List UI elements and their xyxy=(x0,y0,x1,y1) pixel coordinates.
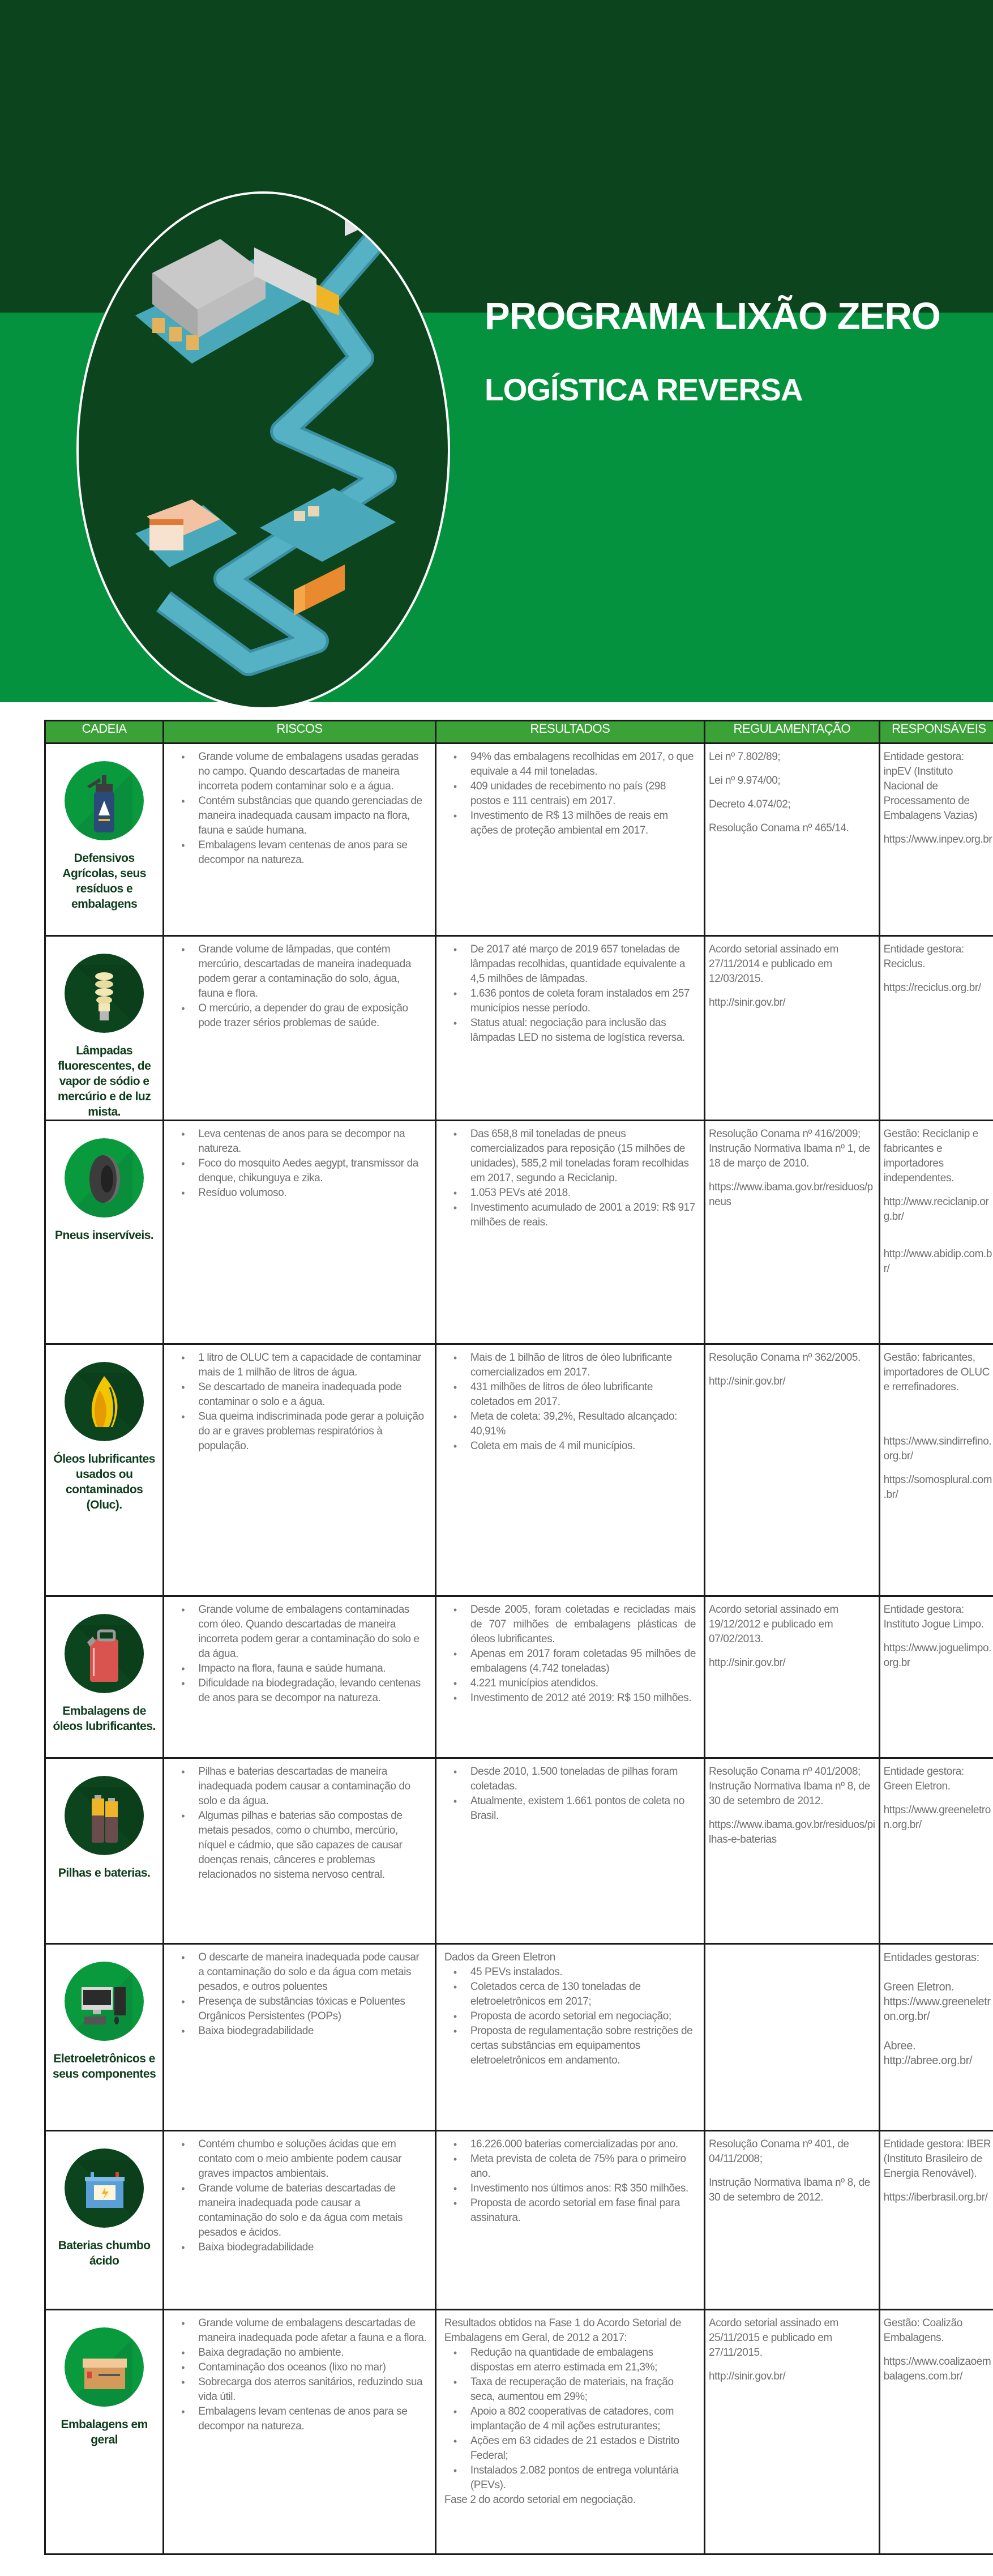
risco-item: • Baixa degradação no ambiente. xyxy=(198,2346,427,2360)
resultados-list xyxy=(449,1351,696,1454)
table-row xyxy=(45,2310,993,2554)
risco-item: • Dificuldade na biodegradação, levando centenas de anos para se decompor na natureza. xyxy=(198,1676,427,1706)
resultados-cell xyxy=(435,1758,704,1944)
regulamentacao-text: Resolução Conama nº 362/2005. xyxy=(709,1352,861,1364)
regulamentacao-cell xyxy=(705,1344,880,1596)
cadeia-cell xyxy=(45,744,164,936)
responsaveis-cell xyxy=(879,1121,993,1344)
risco-item: • 1 litro de OLUC tem a capacidade de contaminar mais de 1 milhão de litros de água. xyxy=(198,1351,427,1380)
resultado-item: • Apoio a 802 cooperativas de catadores, com implantação de 4 mil ações estruturantes; xyxy=(470,2404,696,2434)
responsavel-link[interactable]: Abree. http://abree.org.br/ xyxy=(883,2040,973,2067)
risco-item: • Grande volume de lâmpadas, que contém mercúrio, descartadas de maneira inadequada podem gerar a contaminação do solo, água, fauna e flora. xyxy=(198,942,427,1001)
resultados-list xyxy=(449,1765,696,1823)
resultados-list xyxy=(449,942,696,1045)
responsavel-text: Entidade gestora: Instituto Jogue Limpo. xyxy=(883,1604,984,1630)
regulamentacao-text: Resolução Conama nº 401/2008; Instrução Normativa Ibama nº 8, de 30 de setembro de 2012. xyxy=(709,1766,870,1807)
risco-item: • Contém substâncias que quando gerenciadas de maneira inadequada causam impacto na flora, fauna e saúde humana. xyxy=(198,794,427,838)
table-row xyxy=(45,936,993,1121)
responsavel-text: Entidade gestora: Reciclus. xyxy=(883,943,964,970)
riscos-cell xyxy=(164,1344,436,1596)
resultado-item: • 16.226.000 baterias comercializadas por ano. xyxy=(470,2137,696,2152)
resultado-item: • Investimento nos últimos anos: R$ 350 milhões. xyxy=(470,2181,696,2196)
table-row xyxy=(45,1596,993,1758)
cadeia-name: Óleos lubrificantes usados ou contaminados (Oluc). xyxy=(53,1453,155,1511)
riscos-cell xyxy=(164,2131,436,2310)
regulamentacao-text: Lei nº 9.974/00; xyxy=(709,775,781,787)
resultados-list xyxy=(449,1127,696,1230)
resultado-item: • Atualmente, existem 1.661 pontos de coleta no Brasil. xyxy=(470,1794,696,1823)
resultados-cell xyxy=(435,936,704,1121)
risco-item: • Resíduo volumoso. xyxy=(198,1186,427,1201)
risco-item: • Embalagens levam centenas de anos para se decompor na natureza. xyxy=(198,838,427,868)
resultado-item: • Ações em 63 cidades de 21 estados e Distrito Federal; xyxy=(470,2434,696,2463)
risco-item: • Contaminação dos oceanos (lixo no mar) xyxy=(198,2360,427,2375)
responsavel-text: Entidade gestora: Green Eletron. xyxy=(883,1766,964,1792)
resultado-item: • 4.221 municípios atendidos. xyxy=(470,1676,696,1691)
table-row xyxy=(45,1121,993,1344)
regulamentacao-cell xyxy=(705,1944,880,2131)
cadeia-cell xyxy=(45,1121,164,1344)
car-battery-icon xyxy=(65,2148,144,2228)
regulamentacao-link[interactable]: http://sinir.gov.br/ xyxy=(709,1375,786,1387)
regulamentacao-link[interactable]: https://www.ibama.gov.br/residuos/pneus xyxy=(709,1181,873,1208)
riscos-list xyxy=(177,750,427,868)
resultado-item: • Proposta de regulamentação sobre restrições de certas substâncias em equipamentos eletroeletrônicos em andamento. xyxy=(470,2024,696,2068)
resultados-cell xyxy=(435,1944,704,2131)
resultado-item: • Desde 2005, foram coletadas e recicladas mais de 707 milhões de embalagens plásticas de óleos lubrificantes. xyxy=(470,1603,696,1647)
riscos-cell xyxy=(164,1596,436,1758)
risco-item: • Grande volume de embalagens contaminadas com óleo. Quando descartadas de maneira incorreta podem gerar a contaminação do solo e da água. xyxy=(198,1603,427,1661)
resultado-item: • 94% das embalagens recolhidas em 2017, o que equivale a 44 mil toneladas. xyxy=(470,750,696,779)
cadeia-cell xyxy=(45,1944,164,2131)
flame-icon xyxy=(65,1362,144,1441)
regulamentacao-cell xyxy=(705,2131,880,2310)
responsaveis-cell xyxy=(879,744,993,936)
resultado-item: • Desde 2010, 1.500 toneladas de pilhas foram coletadas. xyxy=(470,1765,696,1794)
resultado-item: • 431 milhões de litros de óleo lubrificante coletados em 2017. xyxy=(470,1380,696,1409)
risco-item: • Leva centenas de anos para se decompor na natureza. xyxy=(198,1127,427,1156)
riscos-list xyxy=(177,1603,427,1706)
risco-item: • Impacto na flora, fauna e saúde humana. xyxy=(198,1661,427,1676)
table-row xyxy=(45,1758,993,1944)
resultado-item: • Apenas em 2017 foram coletadas 95 milhões de embalagens (4.742 toneladas) xyxy=(470,1647,696,1676)
riscos-list xyxy=(177,1351,427,1454)
resultado-item: • Investimento acumulado de 2001 a 2019: R$ 917 milhões de reais. xyxy=(470,1201,696,1230)
page-title: PROGRAMA LIXÃO ZERO xyxy=(485,295,940,338)
riscos-list xyxy=(177,2316,427,2434)
table-row xyxy=(45,744,993,936)
risco-item: • Grande volume de baterias descartadas de maneira inadequada pode causar a contaminação do solo e da água com metais pesados e ácidos. xyxy=(198,2181,427,2240)
regulamentacao-cell xyxy=(705,1121,880,1344)
regulamentacao-text: Instrução Normativa Ibama nº 8, de 30 de setembro de 2012. xyxy=(709,2177,870,2203)
resultado-item: • Taxa de recuperação de materiais, na fração seca, aumentou em 29%; xyxy=(470,2375,696,2404)
regulamentacao-link[interactable]: http://sinir.gov.br/ xyxy=(709,2370,786,2382)
resultados-cell xyxy=(435,1121,704,1344)
resultados-cell xyxy=(435,1344,704,1596)
responsavel-text: Gestão: Reciclanip e fabricantes e importadores independentes. xyxy=(883,1128,978,1184)
risco-item: • Se descartado de maneira inadequada pode contaminar o solo e a água. xyxy=(198,1380,427,1409)
responsaveis-cell xyxy=(879,2131,993,2310)
cadeia-cell xyxy=(45,1344,164,1596)
riscos-list xyxy=(177,1765,427,1882)
responsaveis-cell xyxy=(879,1944,993,2131)
regulamentacao-cell xyxy=(705,936,880,1121)
resultado-item: • Mais de 1 bilhão de litros de óleo lubrificante comercializados em 2017. xyxy=(470,1351,696,1380)
batteries-icon xyxy=(65,1776,144,1855)
responsaveis-cell xyxy=(879,1758,993,1944)
resultado-item: • Status atual: negociação para inclusão das lâmpadas LED no sistema de logística reversa. xyxy=(470,1016,696,1045)
resultado-item: • Proposta de acordo setorial em fase final para assinatura. xyxy=(470,2196,696,2225)
cadeia-cell xyxy=(45,2131,164,2310)
regulamentacao-link[interactable]: https://www.ibama.gov.br/residuos/pilhas-e-baterias xyxy=(709,1819,875,1846)
column-header-responsaveis: RESPONSÁVEIS xyxy=(879,721,993,744)
responsavel-text: Entidade gestora: inpEV (Instituto Nacional de Processamento de Embalagens Vazias) xyxy=(883,751,978,822)
cadeia-cell xyxy=(45,936,164,1121)
riscos-list xyxy=(177,1127,427,1201)
riscos-cell xyxy=(164,936,436,1121)
resultado-item: • Investimento de R$ 13 milhões de reais em ações de proteção ambiental em 2017. xyxy=(470,809,696,838)
table-row xyxy=(45,2131,993,2310)
responsavel-link[interactable]: http://www.reciclanip.org.br/ xyxy=(883,1196,989,1223)
column-header-cadeia: CADEIA xyxy=(45,721,164,744)
risco-item: • O descarte de maneira inadequada pode causar a contaminação do solo e da água com metais pesados, e outros poluentes xyxy=(198,1950,427,1994)
regulamentacao-text: Resolução Conama nº 416/2009; Instrução Normativa Ibama nº 1, de 18 de março de 2010. xyxy=(709,1128,870,1169)
risco-item: • Presença de substâncias tóxicas e Poluentes Orgânicos Persistentes (POPs) xyxy=(198,1994,427,2024)
resultado-item: • 45 PEVs instalados. xyxy=(470,1965,696,1980)
regulamentacao-cell xyxy=(705,1758,880,1944)
risco-item: • Grande volume de embalagens usadas geradas no campo. Quando descartadas de maneira incorreta podem contaminar solo e a água. xyxy=(198,750,427,794)
responsavel-link[interactable]: https://www.coalizaoembalagens.com.br/ xyxy=(883,2356,991,2382)
resultados-list xyxy=(449,750,696,838)
responsaveis-cell xyxy=(879,936,993,1121)
resultados-list xyxy=(449,2137,696,2225)
risco-item: • Baixa biodegradabilidade xyxy=(198,2240,427,2255)
riscos-list xyxy=(177,2137,427,2255)
resultado-item: • Investimento de 2012 até 2019: R$ 150 milhões. xyxy=(470,1691,696,1706)
regulamentacao-text: Acordo setorial assinado em 25/11/2015 e publicado em 27/11/2015. xyxy=(709,2317,838,2359)
cadeia-name: Defensivos Agrícolas, seus resíduos e embalagens xyxy=(62,852,147,911)
logistics-illustration xyxy=(76,191,450,710)
responsaveis-cell xyxy=(879,1344,993,1596)
regulamentacao-cell xyxy=(705,744,880,936)
resultado-item: • De 2017 até março de 2019 657 toneladas de lâmpadas recolhidas, quantidade equivalente a 4,5 milhões de lâmpadas. xyxy=(470,942,696,986)
risco-item: • Algumas pilhas e baterias são compostas de metais pesados, como o chumbo, mercúrio, níquel e cádmio, que são capazes de causar doenças renais, cânceres e problemas relacionados no sistema nervoso central. xyxy=(198,1809,427,1882)
resultado-item: • Redução na quantidade de embalagens dispostas em aterro estimada em 21,3%; xyxy=(470,2346,696,2375)
table-row xyxy=(45,1944,993,2131)
page-subtitle: LOGÍSTICA REVERSA xyxy=(485,372,803,407)
resultado-item: • Meta prevista de coleta de 75% para o primeiro ano. xyxy=(470,2152,696,2181)
responsavel-text: Entidades gestoras: xyxy=(883,1951,979,1964)
column-header-riscos: RISCOS xyxy=(164,721,436,744)
risco-item: • Pilhas e baterias descartadas de maneira inadequada podem causar a contaminação do solo e da água. xyxy=(198,1765,427,1809)
cadeia-cell xyxy=(45,2310,164,2554)
cadeia-name: Eletroeletrônicos e seus componentes xyxy=(53,2052,156,2081)
riscos-cell xyxy=(164,1758,436,1944)
risco-item: • Sua queima indiscriminada pode gerar a poluição do ar e graves problemas respiratórios à população. xyxy=(198,1409,427,1454)
reverse-logistics-illustration-icon xyxy=(79,194,450,710)
responsavel-text: Gestão: fabricantes, importadores de OLUC e rerrefinadores. xyxy=(883,1352,990,1393)
resultado-item: • 1.636 pontos de coleta foram instalados em 257 municípios nesse período. xyxy=(470,986,696,1016)
risco-item: • Contém chumbo e soluções ácidas que em contato com o meio ambiente podem causar graves impactos ambientais. xyxy=(198,2137,427,2181)
cadeia-name: Embalagens em geral xyxy=(61,2418,148,2446)
cadeia-name: Lâmpadas fluorescentes, de vapor de sódio e mercúrio e de luz mista. xyxy=(58,1044,151,1118)
resultado-item: • Coleta em mais de 4 mil municípios. xyxy=(470,1439,696,1454)
responsavel-link[interactable]: http://www.abidip.com.br/ xyxy=(883,1248,992,1275)
riscos-cell xyxy=(164,1121,436,1344)
riscos-list xyxy=(177,942,427,1031)
jerry-can-icon xyxy=(65,1614,144,1693)
responsavel-link[interactable]: https://iberbrasil.org.br/ xyxy=(883,2191,988,2203)
responsavel-link[interactable]: https://www.joguelimpo.org.br xyxy=(883,1642,992,1669)
resultado-item: • 1.053 PEVs até 2018. xyxy=(470,1186,696,1201)
responsavel-link[interactable]: https://www.inpev.org.br xyxy=(883,834,992,845)
riscos-cell xyxy=(164,2310,436,2554)
resultados-cell xyxy=(435,2310,704,2554)
regulamentacao-link[interactable]: http://sinir.gov.br/ xyxy=(709,1657,786,1669)
hero-banner xyxy=(0,0,993,702)
regulamentacao-link[interactable]: http://sinir.gov.br/ xyxy=(709,997,786,1009)
responsavel-link[interactable]: https://reciclus.org.br/ xyxy=(883,982,981,994)
responsavel-text: Gestão: Coalizão Embalagens. xyxy=(883,2317,962,2344)
risco-item: • Grande volume de embalagens descartadas de maneira inadequada pode afetar a fauna e a flora. xyxy=(198,2316,427,2346)
cadeia-cell xyxy=(45,1596,164,1758)
responsavel-text: Entidade gestora: IBER (Instituto Brasileiro de Energia Renovável). xyxy=(883,2138,991,2180)
riscos-list xyxy=(177,1950,427,2039)
responsavel-link[interactable]: https://www.greeneletron.org.br/ xyxy=(883,1804,991,1831)
resultados-list xyxy=(449,1603,696,1706)
logistica-reversa-table xyxy=(44,720,993,2555)
responsaveis-cell xyxy=(879,2310,993,2554)
regulamentacao-text: Resolução Conama nº 465/14. xyxy=(709,822,849,834)
cadeia-name: Baterias chumbo ácido xyxy=(58,2239,151,2267)
resultados-list xyxy=(449,1965,696,2068)
cadeia-name: Embalagens de óleos lubrificantes. xyxy=(53,1704,156,1733)
cadeia-name: Pilhas e baterias. xyxy=(58,1866,151,1879)
resultados-intro: Resultados obtidos na Fase 1 do Acordo Setorial de Embalagens em Geral, de 2012 a 2017: xyxy=(444,2317,682,2344)
resultado-item: • Coletados cerca de 130 toneladas de eletroeletrônicos em 2017; xyxy=(470,1980,696,2009)
riscos-cell xyxy=(164,1944,436,2131)
riscos-cell xyxy=(164,744,436,936)
regulamentacao-text: Lei nº 7.802/89; xyxy=(709,751,781,763)
resultados-cell xyxy=(435,2131,704,2310)
resultados-note: Fase 2 do acordo setorial em negociação. xyxy=(444,2494,636,2506)
regulamentacao-text: Decreto 4.074/02; xyxy=(709,798,791,810)
risco-item: • O mercúrio, a depender do grau de exposição pode trazer sérios problemas de saúde. xyxy=(198,1001,427,1031)
resultados-cell xyxy=(435,744,704,936)
resultado-item: • 409 unidades de recebimento no país (298 postos e 111 centrais) em 2017. xyxy=(470,779,696,809)
column-header-resultados: RESULTADOS xyxy=(435,721,704,744)
responsavel-link[interactable]: Green Eletron. https://www.greeneletron.org.br/ xyxy=(883,1981,991,2023)
responsavel-link[interactable]: https://somosplural.com.br/ xyxy=(883,1474,992,1501)
risco-item: • Foco do mosquito Aedes aegypt, transmissor da denque, chikunguya e zika. xyxy=(198,1156,427,1186)
responsavel-link[interactable]: https://www.sindirrefino.org.br/ xyxy=(883,1436,992,1462)
responsaveis-cell xyxy=(879,1596,993,1758)
regulamentacao-cell xyxy=(705,2310,880,2554)
regulamentacao-text: Acordo setorial assinado em 27/11/2014 e publicado em 12/03/2015. xyxy=(709,943,838,985)
light-bulb-icon xyxy=(65,954,144,1033)
column-header-regulamentacao: REGULAMENTAÇÃO xyxy=(705,721,880,744)
cadeia-name: Pneus inservíveis. xyxy=(55,1229,154,1242)
cadeia-cell xyxy=(45,1758,164,1944)
resultado-item: • Instalados 2.082 pontos de entrega voluntária (PEVs). xyxy=(470,2463,696,2493)
resultados-list xyxy=(449,2346,696,2493)
risco-item: • Baixa biodegradabilidade xyxy=(198,2024,427,2039)
desktop-computer-icon xyxy=(65,1962,144,2041)
spray-bottle-icon xyxy=(65,761,144,840)
resultado-item: • Proposta de acordo setorial em negociação; xyxy=(470,2009,696,2024)
resultado-item: • Das 658,8 mil toneladas de pneus comercializados para reposição (15 milhões de unidades), 585,2 mil toneladas foram recolhidas em 2017, segundo a Reciclanip. xyxy=(470,1127,696,1186)
regulamentacao-text: Acordo setorial assinado em 19/12/2012 e publicado em 07/02/2013. xyxy=(709,1604,838,1645)
resultado-item: • Meta de coleta: 39,2%, Resultado alcançado: 40,91% xyxy=(470,1409,696,1439)
resultados-cell xyxy=(435,1596,704,1758)
regulamentacao-cell xyxy=(705,1596,880,1758)
risco-item: • Embalagens levam centenas de anos para se decompor na natureza. xyxy=(198,2404,427,2434)
regulamentacao-text: Resolução Conama nº 401, de 04/11/2008; xyxy=(709,2138,849,2165)
table-header-row xyxy=(45,721,993,744)
tire-icon xyxy=(65,1138,144,1217)
resultados-intro: Dados da Green Eletron xyxy=(444,1951,555,1963)
risco-item: • Sobrecarga dos aterros sanitários, reduzindo sua vida útil. xyxy=(198,2375,427,2404)
cardboard-box-icon xyxy=(65,2327,144,2407)
table-row xyxy=(45,1344,993,1596)
